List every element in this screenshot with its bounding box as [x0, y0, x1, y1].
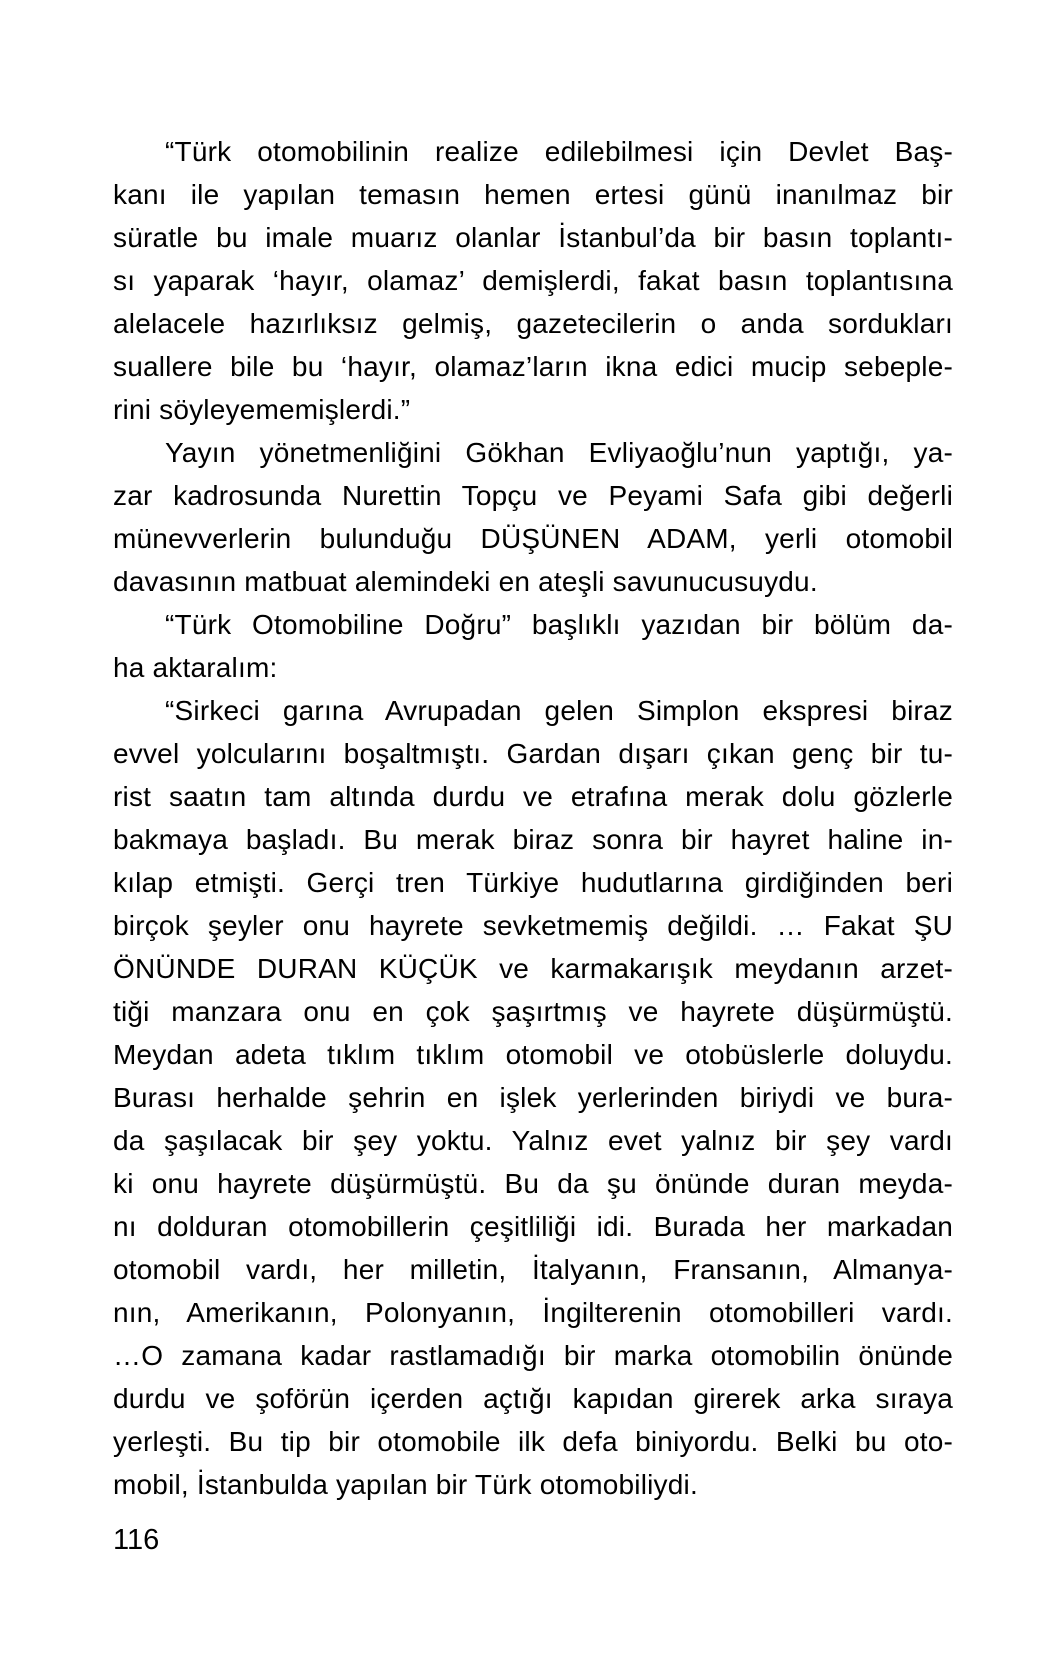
text-line: kılap etmişti. Gerçi tren Türkiye hudutlarına girdiğinden beri: [113, 867, 953, 898]
text-line: otomobil vardı, her milletin, İtalyanın, Fransanın, Almanya-: [113, 1254, 953, 1285]
text-line: bakmaya başladı. Bu merak biraz sonra bir hayret haline in-: [113, 824, 953, 855]
text-line: evvel yolcularını boşaltmıştı. Gardan dışarı çıkan genç bir tu-: [113, 738, 953, 769]
text-line: Burası herhalde şehrin en işlek yerlerinden biriydi ve bura-: [113, 1082, 953, 1113]
text-line: ki onu hayrete düşürmüştü. Bu da şu önünde duran meyda-: [113, 1168, 953, 1199]
text-line: “Türk Otomobiline Doğru” başlıklı yazıdan bir bölüm da-: [165, 609, 953, 640]
text-line: ha aktaralım:: [113, 652, 278, 683]
text-line: alelacele hazırlıksız gelmiş, gazetecilerin o anda sordukları: [113, 308, 953, 339]
text-line: nın, Amerikanın, Polonyanın, İngilterenin otomobilleri vardı.: [113, 1297, 953, 1328]
text-line: ÖNÜNDE DURAN KÜÇÜK ve karmakarışık meydanın arzet-: [113, 953, 953, 984]
text-line: rini söyleyememişlerdi.”: [113, 394, 411, 425]
text-line: süratle bu imale muarız olanlar İstanbul’da bir basın toplantı-: [113, 222, 953, 253]
text-line: “Türk otomobilinin realize edilebilmesi için Devlet Baş-: [165, 136, 953, 167]
text-line: “Sirkeci garına Avrupadan gelen Simplon ekspresi biraz: [165, 695, 953, 726]
page-number: 116: [113, 1524, 160, 1556]
text-line: Meydan adeta tıklım tıklım otomobil ve otobüslerle doluydu.: [113, 1039, 953, 1070]
text-line: yerleşti. Bu tip bir otomobile ilk defa biniyordu. Belki bu oto-: [113, 1426, 953, 1457]
text-line: da şaşılacak bir şey yoktu. Yalnız evet yalnız bir şey vardı: [113, 1125, 953, 1156]
text-line: davasının matbuat alemindeki en ateşli savunucusuydu.: [113, 566, 818, 597]
text-block: [113, 130, 953, 1506]
text-line: birçok şeyler onu hayrete sevketmemiş değildi. … Fakat ŞU: [113, 910, 953, 941]
text-line: mobil, İstanbulda yapılan bir Türk otomobiliydi.: [113, 1469, 698, 1500]
text-line: nı dolduran otomobillerin çeşitliliği idi. Burada her markadan: [113, 1211, 953, 1242]
text-line: suallere bile bu ‘hayır, olamaz’ların ikna edici mucip sebeple-: [113, 351, 953, 382]
text-line: Yayın yönetmenliğini Gökhan Evliyaoğlu’nun yaptığı, ya-: [165, 437, 953, 468]
text-line: kanı ile yapılan temasın hemen ertesi günü inanılmaz bir: [113, 179, 953, 210]
text-line: sı yaparak ‘hayır, olamaz’ demişlerdi, fakat basın toplantısına: [113, 265, 953, 296]
text-line: münevverlerin bulunduğu DÜŞÜNEN ADAM, yerli otomobil: [113, 523, 953, 554]
text-line: durdu ve şoförün içerden açtığı kapıdan girerek arka sıraya: [113, 1383, 953, 1414]
text-line: zar kadrosunda Nurettin Topçu ve Peyami Safa gibi değerli: [113, 480, 953, 511]
text-line: rist saatın tam altında durdu ve etrafına merak dolu gözlerle: [113, 781, 953, 812]
text-line: …O zamana kadar rastlamadığı bir marka otomobilin önünde: [113, 1340, 953, 1371]
text-line: tiği manzara onu en çok şaşırtmış ve hayrete düşürmüştü.: [113, 996, 953, 1027]
